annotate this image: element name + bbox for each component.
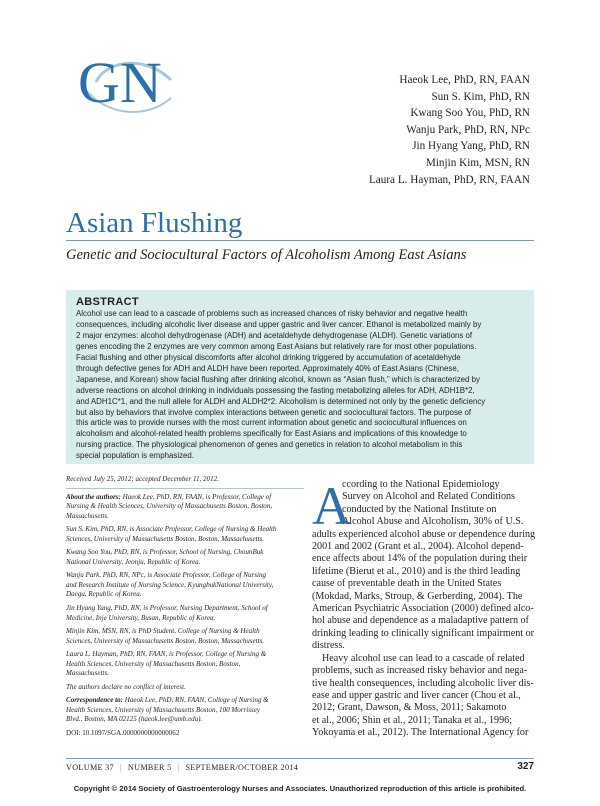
- abstract-text: [76, 309, 526, 462]
- author-bio: Wanju Park, PhD, RN, NPc, is Associate Professor, College of Nursing and Research Institute of Nursing Science, KyungbukNational University, Daegu, Republic of Korea.: [66, 571, 274, 599]
- author-bio: Laura L. Hayman, PhD, RN, FAAN, is Professor, College of Nursing & Health Sciences, University of Massachusetts Boston, Boston, Massachusetts.: [66, 650, 267, 678]
- text-line: tive health consequences, including alcoholic liver dis-: [312, 677, 534, 689]
- notes-divider: [66, 488, 304, 489]
- text-line: ence affects about 14% of the population during their: [312, 553, 528, 565]
- text-line: ease and upper gastric and liver cancer (Chou et al.,: [312, 689, 521, 701]
- issue-number: NUMBER 5: [127, 763, 172, 772]
- text-line: distress.: [312, 640, 345, 652]
- drop-cap: A: [312, 476, 351, 536]
- text-line: Alcohol use can lead to a cascade of problems such as increased chances of risky behavior and negative health: [76, 308, 468, 318]
- text-line: but also by behaviors that involve complex interactions between genetic and sociocultural factors. The purpose of: [76, 407, 472, 417]
- text-line: (Mokdad, Marks, Stroup, & Gerberding, 2004). The: [312, 590, 523, 602]
- text-line: drinking leading to clinically significant impairment or: [312, 627, 535, 639]
- text-line: adverse reactions on alcohol drinking in individuals possessing the fasting metabolizing alleles for ADH, ADH1B*2,: [76, 385, 475, 395]
- abstract-heading: ABSTRACT: [76, 296, 139, 308]
- text-line: Yokoyama et al., 2012). The International Agency for: [312, 727, 529, 739]
- author-bio: Kwang Soo You, PhD, RN, is Professor, School of Nursing, ChounBuk National University, Jeonju, Republic of Korea.: [66, 548, 264, 566]
- text-line: alcoholism and alcohol-related health problems specifically for East Asians and implications of this knowledge to: [76, 429, 467, 439]
- text-line: and ADH1C*1, and the null allele for ALDH and ALDH2*2. Alcoholism is determined not only by the genetic deficiency: [76, 396, 486, 406]
- page-number: 327: [517, 761, 534, 772]
- author-bio: Sun S. Kim, PhD, RN, is Associate Professor, College of Nursing & Health Sciences, University of Massachusetts Boston, Boston, Massachusetts.: [66, 525, 277, 543]
- text-line: consequences, including alcoholic liver disease and upper gastric and liver cancer. Ethanol is metabolized mainly by: [76, 319, 482, 329]
- issue-date: SEPTEMBER/OCTOBER 2014: [185, 763, 299, 772]
- article-subtitle: Genetic and Sociocultural Factors of Alcoholism Among East Asians: [66, 247, 467, 263]
- abstract-box: [66, 290, 534, 464]
- author-bio: Jin Hyang Yang, PhD, RN, is Professor, Nursing Department, School of Medicine, Inje University, Busan, Republic of Korea.: [66, 604, 268, 622]
- text-line: special population is emphasized.: [76, 451, 194, 461]
- author-list: [369, 72, 530, 188]
- text-line: conducted by the National Institute on: [342, 503, 497, 515]
- footer-rule: [66, 758, 534, 759]
- volume: VOLUME 37: [66, 763, 114, 772]
- text-line: et al., 2006; Shin et al., 2011; Tanaka et al., 1996;: [312, 714, 513, 726]
- article-body: [312, 476, 536, 740]
- text-line: nursing practice. The physiological phenomenon of genes and genetics in relation to alcohol metabolism in this: [76, 440, 463, 450]
- author: Jin Hyang Yang, PhD, RN: [412, 140, 530, 153]
- author: Wanju Park, PhD, RN, NPc: [406, 123, 530, 136]
- text-line: this article was to provide nurses with the most current information about genetic and sociocultural influences on: [76, 418, 467, 428]
- author: Laura L. Hayman, PhD, RN, FAAN: [368, 173, 530, 186]
- author: Haeok Lee, PhD, RN, FAAN: [399, 74, 530, 86]
- author: Minjin Kim, MSN, RN: [425, 156, 530, 169]
- text-line: American Psychiatric Association (2000) defined alco-: [312, 603, 534, 615]
- text-line: problems, such as increased risky behavior and nega-: [312, 665, 528, 677]
- text-line: lifetime (Bierut et al., 2010) and is the third leading: [312, 565, 521, 577]
- copyright-notice: Copyright © 2014 Society of Gastroenterology Nurses and Associates. Unauthorized reproduction of this article is prohibited.: [73, 784, 527, 793]
- journal-logo: [76, 40, 176, 125]
- text-line: cause of preventable death in the United States: [312, 578, 502, 590]
- text-line: Alcohol Abuse and Alcoholism, 30% of U.S.: [342, 516, 524, 528]
- text-line: adults experienced alcohol abuse or dependence during: [312, 528, 536, 540]
- correspondence: Correspondence to: Haeok Lee, PhD, RN, FAAN, College of Nursing & Health Sciences, University of Massachusetts Boston, 100 Morrissey Blvd., Boston, MA 02125 (haeok.lee@umb.edu).: [66, 696, 269, 724]
- conflict-statement: The authors declare no conflict of interest.: [66, 682, 186, 691]
- text-line: 2 major enzymes: alcohol dehydrogenase (ADH) and acetaldehyde dehydrogenase (ALDH). Genetic variations of: [76, 330, 473, 340]
- author-bios: [66, 525, 304, 679]
- text-line: 2012; Grant, Dawson, & Moss, 2011; Sakamoto: [312, 702, 507, 714]
- author: Sun S. Kim, PhD, RN: [431, 90, 530, 103]
- text-line: genes encoding the 2 enzymes are very common among East Asians but relatively rare for most other populations.: [76, 341, 477, 351]
- logo-letter-g: GN: [78, 50, 162, 115]
- text-line: ccording to the National Epidemiology: [342, 479, 500, 490]
- text-line: Survey on Alcohol and Related Conditions: [342, 491, 515, 503]
- footer-issue: VOLUME 37 | NUMBER 5 | SEPTEMBER/OCTOBER 2014: [66, 763, 299, 772]
- text-line: 2001 and 2002 (Grant et al., 2004). Alcohol depend-: [312, 541, 524, 553]
- text-line: hol abuse and dependence as a maladaptive pattern of: [312, 615, 529, 627]
- text-line: through defective genes for ADH and ALDH have been reported. Approximately 40% of East Asians (Chinese,: [76, 363, 459, 373]
- article-notes: [66, 475, 304, 743]
- text-line: Heavy alcohol use can lead to a cascade of related: [322, 652, 525, 664]
- text-line: Facial flushing and other physical discomforts after alcohol drinking triggered by accumulation of acetaldehyde: [76, 352, 461, 362]
- doi: DOI: 10.1097/SGA.0000000000000062: [66, 729, 180, 738]
- author: Kwang Soo You, PhD, RN: [410, 107, 530, 120]
- title-rule: [66, 240, 534, 241]
- about-label: About the authors:: [66, 492, 121, 501]
- text-line: Japanese, and Korean) show facial flushing after drinking alcohol, known as “Asian flush,” which is characterized by: [76, 374, 480, 384]
- author-bio: Minjin Kim, MSN, RN, is PhD Student, College of Nursing & Health Sciences, University of Massachusetts Boston, Boston, Massachusetts.: [66, 627, 265, 645]
- received-date: Received July 25, 2012; accepted December 11, 2012.: [66, 475, 219, 483]
- article-title: Asian Flushing: [66, 207, 243, 239]
- about-authors: About the authors: Haeok Lee, PhD, RN, FAAN, is Professor, College of Nursing & Health Sciences, University of Massachusetts Boston, Boston, Massachusetts.: [66, 492, 273, 520]
- correspondence-label: Correspondence to:: [66, 696, 123, 705]
